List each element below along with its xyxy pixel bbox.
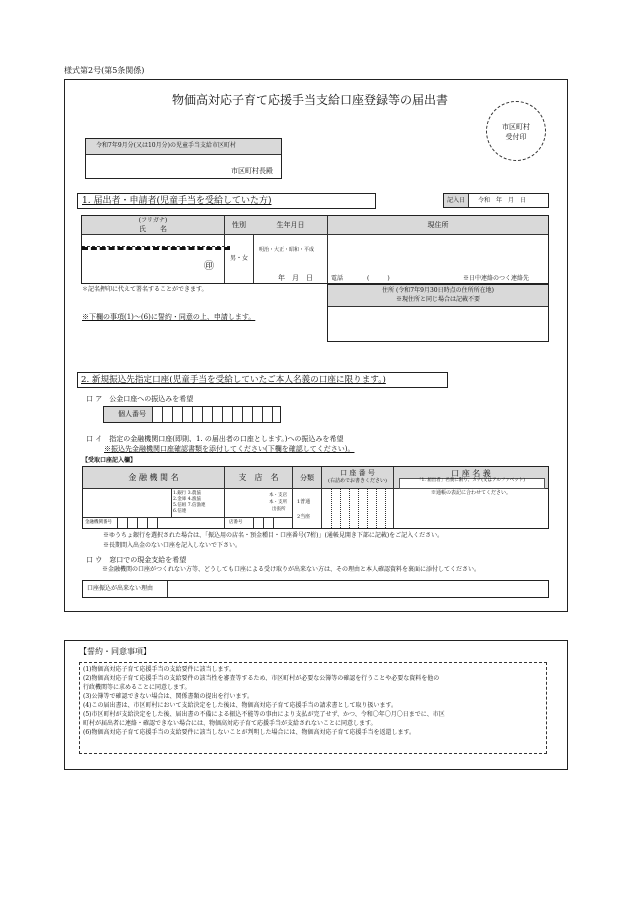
- no-account-reason-box[interactable]: [82, 580, 549, 598]
- applicant-table: [81, 215, 549, 284]
- branch-type-1[interactable]: 本・支店: [269, 493, 287, 498]
- dob-eras[interactable]: 明治・大正・昭和・平成: [259, 247, 315, 253]
- pledge-item-3: (3)公簿等で確認できない場合は、関係書類の提出を行います。: [83, 693, 254, 700]
- branch-type-3[interactable]: 出張所: [272, 507, 286, 512]
- col-branch: 支 店 名: [238, 473, 279, 482]
- pledge-item-5-cont: 町村が届出者に連絡・確認できない場合には、物価高対応子育て応援手当が支給されないことに同意します。: [83, 720, 377, 727]
- name-label: 氏 名: [139, 225, 167, 233]
- bank-type-2[interactable]: 2.金庫 4.漁協: [173, 497, 202, 502]
- bank-type-1[interactable]: 1.銀行 3.農協: [173, 491, 202, 496]
- entry-date-value[interactable]: 令和 年 月 日: [478, 197, 527, 204]
- yucho-note: ※ゆうちょ銀行を選択された場合は、「振込用の店名・預金種目・口座番号(7桁)」(通帳見開き下部に記載)をご記入ください。: [103, 532, 444, 539]
- branch-code-label: 店番号: [229, 520, 243, 525]
- long-unused-note: ※長期間入出金のない口座を記入しないで下さい。: [103, 542, 242, 549]
- form-number: 様式第2号(第5条関係): [64, 66, 145, 75]
- entry-date-box: [443, 193, 549, 208]
- recipient-line2: 市区町村長殿: [231, 167, 273, 175]
- personal-number-box[interactable]: [103, 406, 281, 423]
- col-type: 分類: [300, 474, 314, 482]
- recipient-line1: 令和7年9月分(又は10月分)の児童手当支給市区町村: [96, 142, 236, 149]
- reception-stamp-circle: [486, 101, 546, 161]
- branch-type-2[interactable]: 本・支所: [269, 500, 287, 505]
- pledge-heading: 【誓約・同意事項】: [79, 647, 151, 656]
- recipient-box: [85, 138, 282, 179]
- option-c-note: ※金融機関の口座がつくれない方等、どうしても口座による受け取りが出来ない方は、その理由と本人確認資料を裏面に添付してください。: [102, 566, 481, 573]
- col-bank: 金 融 機 関 名: [128, 473, 179, 482]
- table-caption: 【受取口座記入欄】: [82, 457, 137, 464]
- bank-type-4[interactable]: 6.信連: [173, 509, 187, 514]
- option-b-note: ※振込先金融機関口座確認書類を添付してください(下欄を確認してください)。: [104, 445, 355, 453]
- option-c[interactable]: 口 ウ 窓口での現金支給を希望: [86, 556, 187, 564]
- section1-heading-box: [77, 193, 376, 209]
- option-b[interactable]: 口 イ 指定の金融機関口座(即則、1. の届出者の口座とします。)への振込みを希望: [86, 435, 344, 443]
- prev-address-note: ※現住所と同じ場合は記載不要: [395, 296, 480, 303]
- sex-label: 性別: [232, 221, 246, 229]
- prev-address-label: 住所 (令和7年9月30日時点の住所所在地): [382, 287, 494, 294]
- section1-heading: 1. 届出者・申請者(児童手当を受給していた方): [82, 196, 272, 206]
- account-type-ordinary[interactable]: 1普通: [297, 499, 311, 505]
- phone-note: ※日中連絡のつく連絡先: [463, 275, 530, 282]
- furigana-label: (フリガナ): [138, 217, 168, 224]
- form-title: 物価高対応子育て応援手当支給口座登録等の届出書: [172, 93, 449, 107]
- entry-date-label: 記入日: [447, 197, 466, 204]
- col-account: 口 座 番 号: [340, 469, 375, 477]
- pledge-item-5: (5)市区町村が支給決定をした後、届出書の不備による振込不能等の事由により支払が完了せず、かつ、令和〇年〇月〇日までに、市区: [83, 711, 445, 718]
- option-a[interactable]: 口 ア 公金口座への振込みを希望: [86, 395, 194, 403]
- previous-address-box[interactable]: [327, 284, 549, 342]
- stamp-label-2: 受付印: [505, 133, 527, 141]
- agree-text: ※下欄の事項(1)～(6)に誓約・同意の上、申請します。: [82, 313, 256, 321]
- holder-note-2: ※通帳の表記に合わせてください。: [430, 490, 511, 496]
- account-type-current[interactable]: 2当座: [297, 514, 311, 520]
- bank-code-label: 金融機関番号: [85, 520, 112, 525]
- pledge-item-2: (2)物価高対応子育て応援手当の支給要件の該当性を審査等するため、市区町村が必要な公簿等の確認を行うことや必要な資料を他の: [83, 675, 440, 682]
- address-label: 現住所: [427, 221, 449, 229]
- pledge-item-6: (6)物価高対応子育て応援手当の支給要件に該当しないことが判明した場合には、物価高対応子育て応援手当を返還します。: [83, 729, 416, 736]
- seal-mark: ㊞: [204, 261, 214, 272]
- bank-type-3[interactable]: 5.信組 7.信漁連: [173, 503, 206, 508]
- pledge-items-box: [79, 662, 547, 754]
- dob-label: 生年月日: [276, 221, 305, 229]
- pledge-item-1: (1)物価高対応子育て応援手当の支給要件に該当します。: [83, 666, 236, 673]
- account-table: [82, 466, 549, 529]
- pledge-item-4: (4)この届出書は、市区町村において支給決定をした後は、物価高対応子育て応援手当の請求書として取り扱います。: [83, 702, 398, 709]
- holder-note-1: 「1. 届出者」名義に限り、カナ(又はアルファベット): [417, 478, 525, 483]
- personal-number-label: 個人番号: [118, 410, 146, 418]
- section2-heading: 2. 新規振込先指定口座(児童手当を受給していたご本人名義の口座に限ります。): [81, 375, 386, 385]
- dob-ymd[interactable]: 年 月 日: [278, 274, 313, 282]
- sex-value[interactable]: 男・女: [229, 255, 248, 262]
- no-account-reason-label: 口座振込が出来ない理由: [87, 585, 154, 592]
- stamp-label-1: 市区町村: [502, 123, 530, 131]
- section2-heading-box: [77, 372, 448, 388]
- signature-note: ＊記名押印に代えて署名することができます。: [82, 286, 208, 293]
- col-holder: 口 座 名 義: [451, 469, 491, 478]
- phone-label[interactable]: 電話 ( ): [331, 275, 390, 282]
- pledge-item-2-cont: 行政機関等に求めることに同意します。: [83, 684, 191, 691]
- col-account-sub: (右詰めでお書きください): [328, 478, 387, 484]
